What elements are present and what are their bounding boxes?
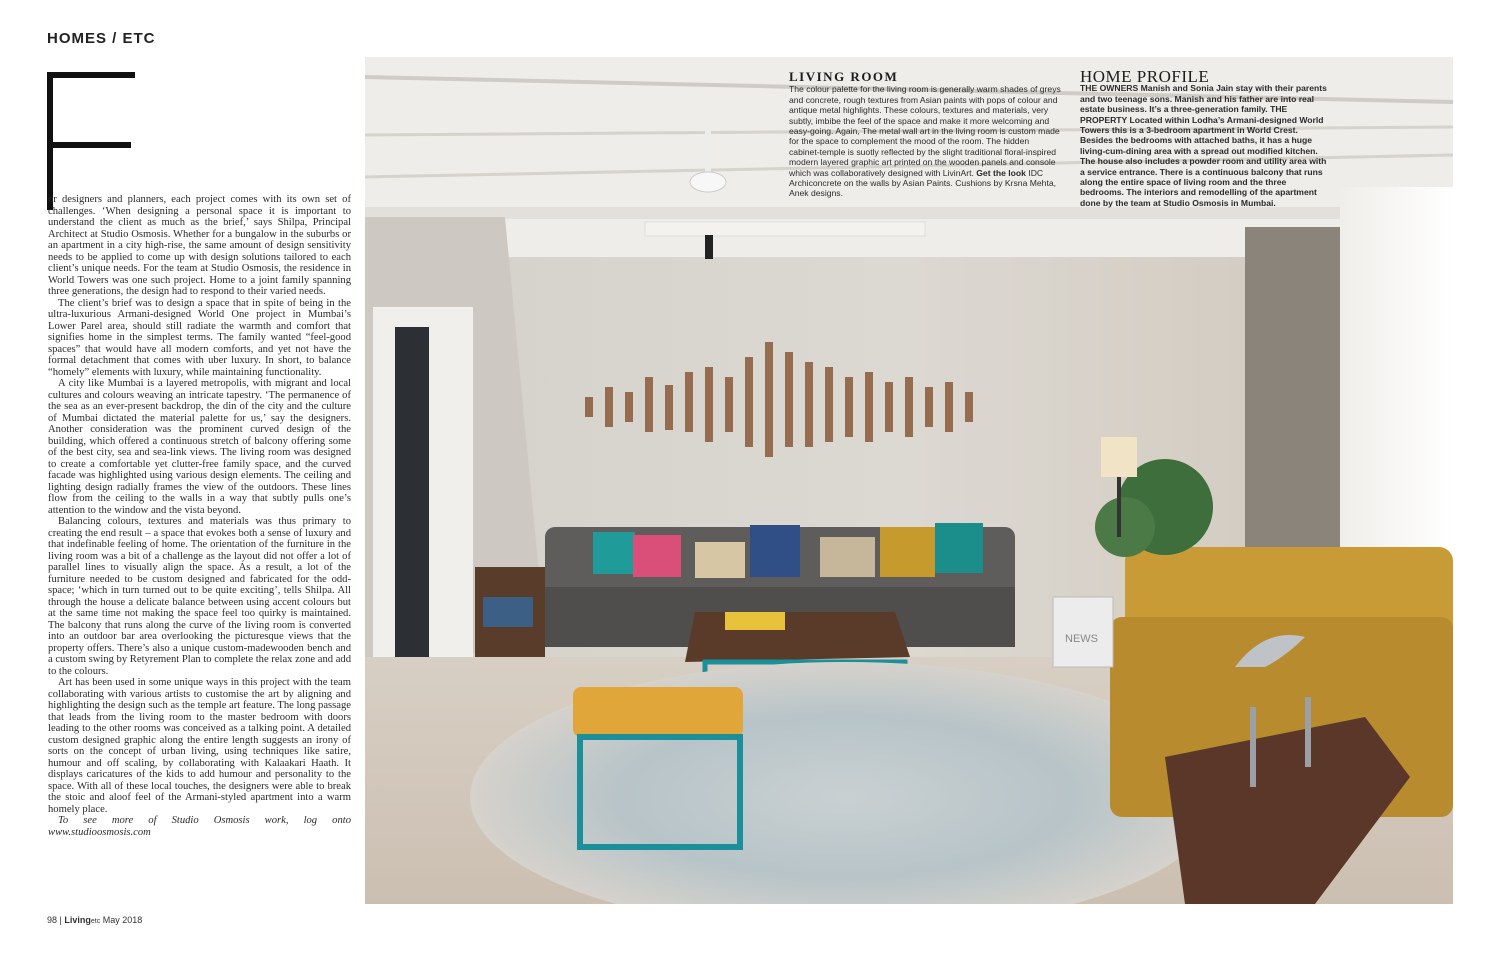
article-paragraph: or designers and planners, each project comes with its own set of challenges. ‘When designing a personal space it is important to understand the client as much as the brief,’ says Shilpa, Principal Architect at Studio Osmosis. Whether for a bungalow in the suburbs or an apartment in a city high-rise, the same amount of design sensitivity needs to be applied to come up with design solutions tailored to each client’s unique needs. For the team at Studio Osmosis, the residence in World Towers was one such project. Home to a joint family spanning three generations, the design had to respond to their varied needs. <box>48 194 351 297</box>
article-credit: To see more of Studio Osmosis work, log onto www.studioosmosis.com <box>48 815 351 838</box>
article-paragraph: Balancing colours, textures and materials was thus primary to creating the end result – a space that evokes both a sense of luxury and that indefinable feeling of home. The orientation of the furniture in the living room was a bit of a challenge as the layout did not offer a lot of parallel lines to visually align the space. As a result, a lot of the furniture needed to be custom designed and fabricated for the odd-space; ‘which in turn turned out to be quite exciting’, tells Shilpa. All through the house a delicate balance between using accent colours but at the same time not making the space feel too quirky is maintained. The balcony that runs along the curve of the living room is converted into an outdoor bar area overlooking the picturesque views that the property offers. There’s also a unique custom-madewooden bench and a custom swing by Retyrement Plan to complete the relax zone and add to the colours. <box>48 516 352 677</box>
page-footer <box>47 915 142 925</box>
bag-label: NEWS <box>1065 633 1098 645</box>
living-room-text: The colour palette for the living room is generally warm shades of greys and concrete, rough textures from Asian paints with pops of colour and antique metal highlights. These colours, textures and materials, very subtly, imbibe the feel of the space and make it more welcoming and easy-going. Again, The metal wall art in the living room is custom made for the space to complement the mood of the room. The hidden cabinet-temple is suotly reflected by the slight traditional floral-inspired modern layered graphic art printed on the wooden panels and console which was collaboratively designed with LivinArt. Get the look IDC Archiconcrete on the walls by Asian Paints. Cushions by Krsna Mehta, Anek designs. <box>789 84 1061 199</box>
magazine-brand-suffix: etc <box>90 918 101 925</box>
home-profile-text: THE OWNERS Manish and Sonia Jain stay with their parents and two teenage sons. Manish and his father are into real estate business. It’s a three-generation family. THE PROPERTY Located within Lodha’s Armani-designed World Towers this is a 3-bedroom apartment in World Crest. Besides the bedrooms with attached baths, it has a huge living-cum-dining area with a spread out modified kitchen. The house also includes a powder room and utility area with a service entrance. There is a continuous balcony that runs along the entire space of living room and the three bedrooms. The interiors and remodelling of the apartment done by the team at Studio Osmosis in Mumbai. <box>1080 83 1327 208</box>
issue-date: May 2018 <box>102 915 143 925</box>
section-label: HOMES / ETC <box>47 30 156 47</box>
living-room-heading: LIVING ROOM <box>789 69 899 84</box>
page-number: 98 <box>47 915 58 925</box>
article-body <box>48 194 351 838</box>
living-room-caption <box>789 69 1062 199</box>
article-paragraph: Art has been used in some unique ways in this project with the team collaborating with various artists to customise the art by aligning and highlighting the design such as the temple art feature. The long passage that leads from the living room to the master bedroom with doors leading to the other rooms was conceived as a talking point. A detailed custom designed graphic along the entire length suggests an irony of sorts on the concept of urban living, using techniques like satire, humour and off scaling, by collaborating with Kalaakari Haath. It displays caricatures of the kids to add humour and personality to the space. With all of these local touches, the designers were able to break the stoic and aloof feel of the Armani-styled apartment into a warm homely place. <box>48 677 351 815</box>
article-paragraph: The client’s brief was to design a space that in spite of being in the ultra-luxurious Armani-designed World One project in Mumbai’s Lower Parel area, should still radiate the warmth and comfort that signifies home in the simplest terms. The family wanted “feel-good spaces” that would have all modern comforts, and yet not have the formal detachment that comes with uber luxury. In short, to balance “homely” elements with luxury, while maintaining functionality. <box>48 297 351 378</box>
home-profile-box <box>1080 67 1330 208</box>
home-profile-heading: HOME PROFILE <box>1080 67 1210 86</box>
article-paragraph: A city like Mumbai is a layered metropolis, with migrant and local cultures and colours weaving an intricate tapestry. ‘The permanence of the sea as an ever-present backdrop, the din of the city and the culture of Mumbai dictated the material palette for us,’ say the designers. Another consideration was the prominent curved design of the building, which offered a continuous stretch of balcony offering some of the best city, sea and sea-link views. The living room was designed to create a comfortable yet clutter-free family space, and the curved facade was highlighted using various design elements. The ceiling and lighting design radially frames the view of the outdoors. These lines flow from the ceiling to the walls in a way that subtly pulls one’s attention to the window and the vista beyond. <box>48 378 351 516</box>
magazine-brand: Living <box>64 915 91 925</box>
footer-separator: | <box>59 915 62 925</box>
get-the-look-label: Get the look <box>976 167 1026 178</box>
